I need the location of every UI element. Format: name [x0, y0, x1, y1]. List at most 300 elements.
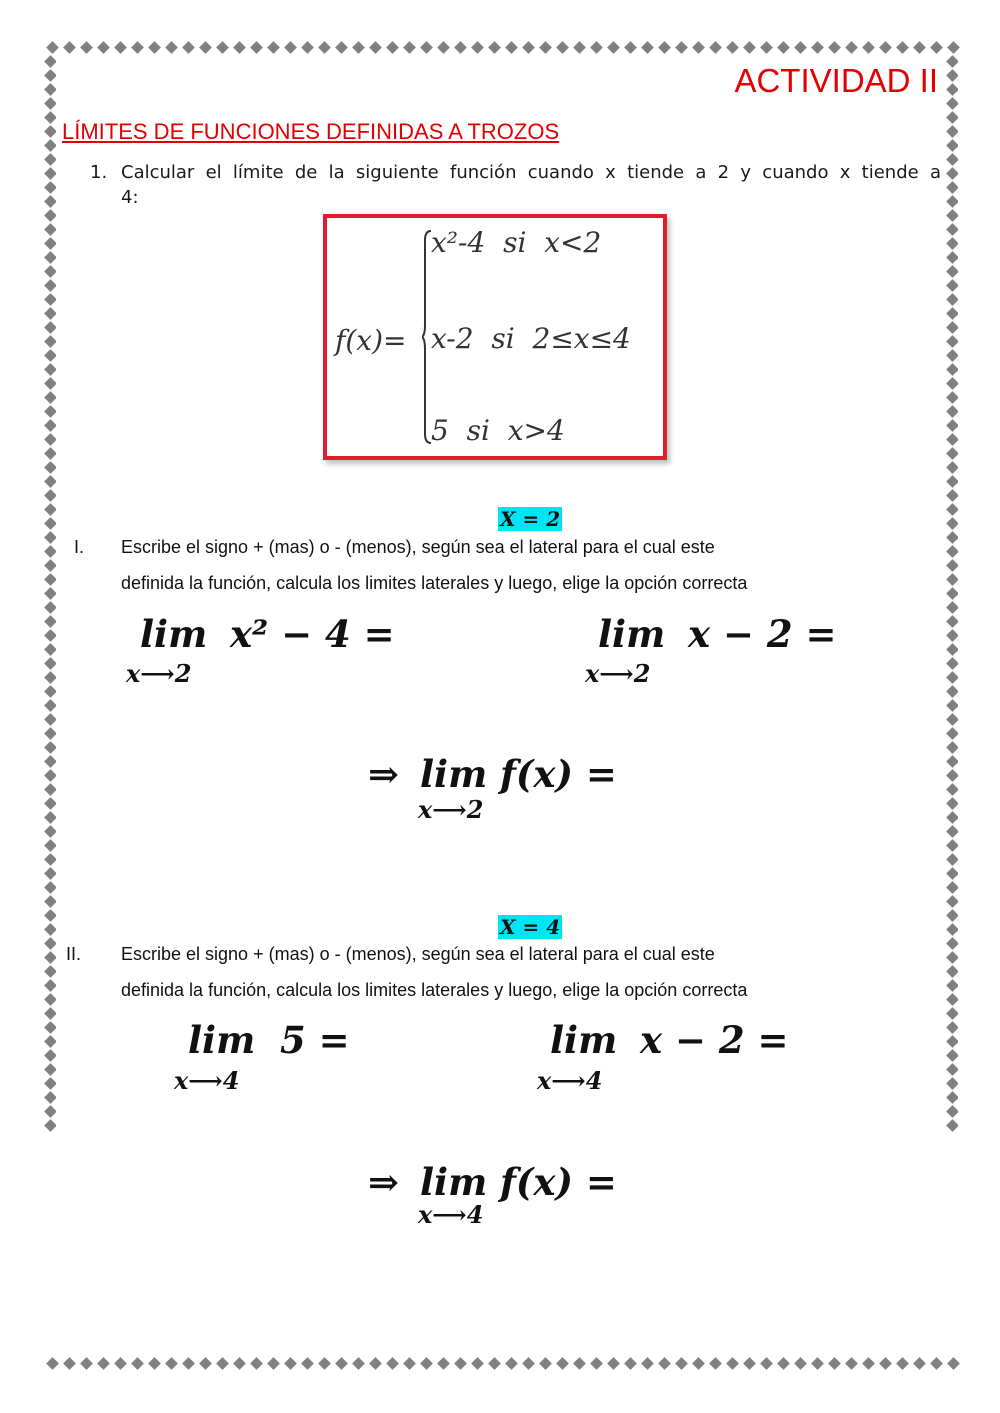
diamond-ornament-icon: [946, 475, 958, 488]
diamond-ornament-icon: [233, 1357, 246, 1370]
diamond-ornament-icon: [148, 41, 161, 54]
diamond-ornament-icon: [318, 1357, 331, 1370]
diamond-ornament-icon: [80, 1357, 93, 1370]
diamond-border-bottom: [44, 1356, 960, 1370]
diamond-ornament-icon: [250, 41, 263, 54]
diamond-ornament-icon: [44, 307, 56, 320]
diamond-ornament-icon: [675, 41, 688, 54]
diamond-ornament-icon: [505, 41, 518, 54]
diamond-ornament-icon: [946, 251, 958, 264]
diamond-ornament-icon: [267, 1357, 280, 1370]
diamond-ornament-icon: [946, 517, 958, 530]
diamond-ornament-icon: [46, 41, 59, 54]
diamond-ornament-icon: [267, 41, 280, 54]
diamond-ornament-icon: [811, 41, 824, 54]
diamond-ornament-icon: [44, 195, 56, 208]
diamond-ornament-icon: [828, 1357, 841, 1370]
diamond-ornament-icon: [946, 1035, 958, 1048]
diamond-ornament-icon: [44, 993, 56, 1006]
diamond-ornament-icon: [44, 825, 56, 838]
diamond-ornament-icon: [420, 41, 433, 54]
diamond-ornament-icon: [199, 1357, 212, 1370]
diamond-ornament-icon: [44, 1063, 56, 1076]
diamond-ornament-icon: [44, 237, 56, 250]
diamond-ornament-icon: [44, 853, 56, 866]
diamond-ornament-icon: [44, 209, 56, 222]
diamond-ornament-icon: [896, 1357, 909, 1370]
diamond-ornament-icon: [44, 797, 56, 810]
diamond-ornament-icon: [44, 587, 56, 600]
diamond-ornament-icon: [44, 475, 56, 488]
diamond-ornament-icon: [44, 1077, 56, 1090]
diamond-ornament-icon: [44, 447, 56, 460]
diamond-ornament-icon: [44, 769, 56, 782]
activity-title: ACTIVIDAD II: [734, 62, 938, 99]
part2-numeral: II.: [66, 944, 82, 964]
diamond-ornament-icon: [44, 601, 56, 614]
diamond-ornament-icon: [44, 503, 56, 516]
diamond-ornament-icon: [44, 167, 56, 180]
diamond-ornament-icon: [794, 41, 807, 54]
part2-limit-right-lim: lim: [550, 1018, 618, 1062]
diamond-ornament-icon: [624, 41, 637, 54]
diamond-ornament-icon: [946, 167, 958, 180]
diamond-ornament-icon: [165, 41, 178, 54]
diamond-ornament-icon: [488, 41, 501, 54]
diamond-ornament-icon: [44, 895, 56, 908]
diamond-ornament-icon: [44, 713, 56, 726]
part1-conclusion-sub: x⟶2: [418, 795, 484, 824]
part1-instruction-line1: Escribe el signo + (mas) o - (menos), según sea el lateral para el cual este: [121, 537, 715, 557]
diamond-ornament-icon: [44, 867, 56, 880]
diamond-ornament-icon: [946, 433, 958, 446]
diamond-ornament-icon: [301, 41, 314, 54]
diamond-ornament-icon: [946, 1091, 958, 1104]
problem-text-line2: 4:: [121, 187, 139, 208]
diamond-ornament-icon: [658, 1357, 671, 1370]
diamond-ornament-icon: [946, 363, 958, 376]
diamond-ornament-icon: [44, 909, 56, 922]
diamond-ornament-icon: [44, 1105, 56, 1118]
diamond-ornament-icon: [946, 951, 958, 964]
diamond-ornament-icon: [692, 1357, 705, 1370]
diamond-ornament-icon: [556, 1357, 569, 1370]
diamond-ornament-icon: [946, 601, 958, 614]
highlight-x-equals-4: X = 4: [500, 915, 561, 939]
diamond-ornament-icon: [709, 41, 722, 54]
diamond-ornament-icon: [879, 41, 892, 54]
diamond-ornament-icon: [946, 321, 958, 334]
diamond-ornament-icon: [946, 391, 958, 404]
diamond-ornament-icon: [946, 349, 958, 362]
diamond-ornament-icon: [946, 699, 958, 712]
diamond-ornament-icon: [946, 797, 958, 810]
diamond-ornament-icon: [946, 573, 958, 586]
diamond-ornament-icon: [44, 615, 56, 628]
diamond-ornament-icon: [946, 713, 958, 726]
diamond-ornament-icon: [44, 1035, 56, 1048]
diamond-ornament-icon: [946, 643, 958, 656]
function-piece-1: x²-4 si x<2: [431, 226, 602, 259]
diamond-ornament-icon: [44, 419, 56, 432]
diamond-ornament-icon: [44, 363, 56, 376]
diamond-ornament-icon: [44, 251, 56, 264]
diamond-ornament-icon: [946, 839, 958, 852]
diamond-ornament-icon: [946, 153, 958, 166]
diamond-ornament-icon: [946, 195, 958, 208]
diamond-ornament-icon: [44, 755, 56, 768]
diamond-ornament-icon: [811, 1357, 824, 1370]
diamond-ornament-icon: [131, 1357, 144, 1370]
diamond-ornament-icon: [930, 41, 943, 54]
diamond-ornament-icon: [946, 741, 958, 754]
diamond-ornament-icon: [946, 1077, 958, 1090]
diamond-ornament-icon: [44, 1007, 56, 1020]
diamond-ornament-icon: [862, 41, 875, 54]
diamond-ornament-icon: [573, 1357, 586, 1370]
diamond-ornament-icon: [946, 657, 958, 670]
part1-limit-left-expr: x² − 4 =: [230, 612, 395, 656]
diamond-ornament-icon: [44, 1119, 56, 1132]
diamond-ornament-icon: [44, 881, 56, 894]
diamond-ornament-icon: [44, 69, 56, 82]
diamond-ornament-icon: [946, 881, 958, 894]
diamond-ornament-icon: [44, 111, 56, 124]
highlight-x-equals-2: X = 2: [500, 507, 561, 531]
diamond-ornament-icon: [44, 643, 56, 656]
diamond-ornament-icon: [488, 1357, 501, 1370]
diamond-ornament-icon: [335, 41, 348, 54]
diamond-ornament-icon: [44, 321, 56, 334]
diamond-ornament-icon: [946, 629, 958, 642]
diamond-ornament-icon: [946, 461, 958, 474]
diamond-ornament-icon: [352, 41, 365, 54]
diamond-ornament-icon: [946, 853, 958, 866]
diamond-ornament-icon: [44, 461, 56, 474]
diamond-ornament-icon: [946, 1049, 958, 1062]
diamond-ornament-icon: [182, 41, 195, 54]
diamond-ornament-icon: [607, 41, 620, 54]
diamond-ornament-icon: [946, 559, 958, 572]
diamond-ornament-icon: [63, 41, 76, 54]
diamond-ornament-icon: [44, 1049, 56, 1062]
diamond-ornament-icon: [199, 41, 212, 54]
diamond-ornament-icon: [44, 377, 56, 390]
part2-conclusion-expr: f(x) =: [500, 1160, 617, 1204]
diamond-ornament-icon: [946, 83, 958, 96]
diamond-ornament-icon: [165, 1357, 178, 1370]
part1-implies-arrow: ⇒: [368, 752, 400, 796]
diamond-ornament-icon: [44, 657, 56, 670]
diamond-ornament-icon: [403, 1357, 416, 1370]
diamond-ornament-icon: [946, 685, 958, 698]
diamond-ornament-icon: [641, 41, 654, 54]
diamond-ornament-icon: [726, 1357, 739, 1370]
diamond-ornament-icon: [946, 993, 958, 1006]
diamond-ornament-icon: [726, 41, 739, 54]
diamond-ornament-icon: [946, 209, 958, 222]
diamond-border-right: [944, 54, 958, 1356]
diamond-ornament-icon: [522, 1357, 535, 1370]
diamond-ornament-icon: [556, 41, 569, 54]
diamond-ornament-icon: [233, 41, 246, 54]
part2-conclusion-sub: x⟶4: [418, 1200, 484, 1229]
diamond-ornament-icon: [946, 811, 958, 824]
part1-numeral: I.: [74, 537, 85, 557]
diamond-ornament-icon: [284, 1357, 297, 1370]
diamond-ornament-icon: [44, 391, 56, 404]
diamond-ornament-icon: [471, 41, 484, 54]
diamond-ornament-icon: [44, 937, 56, 950]
diamond-ornament-icon: [352, 1357, 365, 1370]
section-title: LÍMITES DE FUNCIONES DEFINIDAS A TROZOS: [62, 119, 560, 144]
diamond-ornament-icon: [946, 139, 958, 152]
diamond-ornament-icon: [862, 1357, 875, 1370]
diamond-ornament-icon: [946, 293, 958, 306]
diamond-ornament-icon: [946, 181, 958, 194]
diamond-ornament-icon: [946, 1021, 958, 1034]
part2-instruction-line1: Escribe el signo + (mas) o - (menos), según sea el lateral para el cual este: [121, 944, 715, 964]
diamond-ornament-icon: [573, 41, 586, 54]
diamond-ornament-icon: [777, 1357, 790, 1370]
diamond-ornament-icon: [946, 1007, 958, 1020]
diamond-ornament-icon: [641, 1357, 654, 1370]
diamond-ornament-icon: [946, 825, 958, 838]
diamond-ornament-icon: [539, 41, 552, 54]
diamond-ornament-icon: [946, 937, 958, 950]
diamond-ornament-icon: [114, 1357, 127, 1370]
diamond-ornament-icon: [946, 1119, 958, 1132]
diamond-ornament-icon: [539, 1357, 552, 1370]
diamond-ornament-icon: [44, 727, 56, 740]
diamond-ornament-icon: [946, 419, 958, 432]
diamond-ornament-icon: [44, 139, 56, 152]
part1-instruction-line2: definida la función, calcula los limites laterales y luego, elige la opción correcta: [121, 573, 748, 593]
diamond-ornament-icon: [44, 839, 56, 852]
part1-limit-right-sub: x⟶2: [585, 659, 651, 688]
diamond-ornament-icon: [946, 279, 958, 292]
diamond-ornament-icon: [946, 69, 958, 82]
diamond-ornament-icon: [114, 41, 127, 54]
diamond-ornament-icon: [63, 1357, 76, 1370]
diamond-ornament-icon: [607, 1357, 620, 1370]
part2-instruction-line2: definida la función, calcula los limites laterales y luego, elige la opción correcta: [121, 980, 748, 1000]
diamond-ornament-icon: [44, 559, 56, 572]
part1-conclusion-expr: f(x) =: [500, 752, 617, 796]
diamond-ornament-icon: [946, 237, 958, 250]
diamond-ornament-icon: [44, 83, 56, 96]
diamond-ornament-icon: [80, 41, 93, 54]
diamond-ornament-icon: [896, 41, 909, 54]
diamond-ornament-icon: [946, 377, 958, 390]
diamond-ornament-icon: [44, 405, 56, 418]
diamond-ornament-icon: [522, 41, 535, 54]
diamond-ornament-icon: [44, 573, 56, 586]
diamond-ornament-icon: [44, 783, 56, 796]
diamond-ornament-icon: [505, 1357, 518, 1370]
diamond-ornament-icon: [44, 531, 56, 544]
diamond-ornament-icon: [44, 741, 56, 754]
diamond-ornament-icon: [44, 629, 56, 642]
diamond-ornament-icon: [946, 923, 958, 936]
diamond-ornament-icon: [44, 97, 56, 110]
diamond-ornament-icon: [913, 41, 926, 54]
diamond-ornament-icon: [692, 41, 705, 54]
diamond-ornament-icon: [403, 41, 416, 54]
part1-limit-right-lim: lim: [598, 612, 666, 656]
diamond-ornament-icon: [420, 1357, 433, 1370]
diamond-ornament-icon: [946, 727, 958, 740]
diamond-border-left: [42, 54, 56, 1356]
diamond-ornament-icon: [97, 41, 110, 54]
diamond-ornament-icon: [743, 1357, 756, 1370]
diamond-ornament-icon: [946, 125, 958, 138]
diamond-ornament-icon: [131, 41, 144, 54]
part2-limit-left-sub: x⟶4: [174, 1066, 240, 1095]
diamond-ornament-icon: [946, 223, 958, 236]
diamond-ornament-icon: [369, 1357, 382, 1370]
part1-limit-left-lim: lim: [140, 612, 208, 656]
diamond-ornament-icon: [946, 615, 958, 628]
diamond-ornament-icon: [828, 41, 841, 54]
diamond-ornament-icon: [760, 1357, 773, 1370]
diamond-ornament-icon: [335, 1357, 348, 1370]
part2-conclusion-lim: lim: [420, 1160, 488, 1204]
diamond-ornament-icon: [777, 41, 790, 54]
diamond-ornament-icon: [946, 1063, 958, 1076]
diamond-ornament-icon: [44, 55, 56, 68]
diamond-ornament-icon: [44, 433, 56, 446]
diamond-ornament-icon: [930, 1357, 943, 1370]
diamond-ornament-icon: [386, 1357, 399, 1370]
diamond-ornament-icon: [946, 1105, 958, 1118]
part2-limit-right-expr: x − 2 =: [640, 1018, 789, 1062]
diamond-ornament-icon: [946, 265, 958, 278]
diamond-ornament-icon: [946, 587, 958, 600]
problem-number: 1.: [90, 162, 108, 183]
function-piece-3: 5 si x>4: [431, 414, 565, 447]
diamond-ornament-icon: [946, 97, 958, 110]
diamond-ornament-icon: [946, 307, 958, 320]
diamond-ornament-icon: [946, 55, 958, 68]
diamond-ornament-icon: [46, 1357, 59, 1370]
part2-limit-right-sub: x⟶4: [537, 1066, 603, 1095]
part1-limit-right-expr: x − 2 =: [688, 612, 837, 656]
diamond-ornament-icon: [845, 41, 858, 54]
diamond-ornament-icon: [44, 265, 56, 278]
diamond-border-top: [44, 40, 960, 54]
diamond-ornament-icon: [658, 41, 671, 54]
diamond-ornament-icon: [386, 41, 399, 54]
diamond-ornament-icon: [845, 1357, 858, 1370]
diamond-ornament-icon: [454, 41, 467, 54]
diamond-ornament-icon: [946, 867, 958, 880]
piecewise-function-box: [323, 214, 667, 460]
diamond-ornament-icon: [946, 503, 958, 516]
diamond-ornament-icon: [947, 1357, 960, 1370]
diamond-ornament-icon: [590, 41, 603, 54]
diamond-ornament-icon: [182, 1357, 195, 1370]
diamond-ornament-icon: [946, 909, 958, 922]
diamond-ornament-icon: [437, 1357, 450, 1370]
diamond-ornament-icon: [946, 531, 958, 544]
diamond-ornament-icon: [369, 41, 382, 54]
diamond-ornament-icon: [44, 685, 56, 698]
diamond-ornament-icon: [44, 349, 56, 362]
diamond-ornament-icon: [947, 41, 960, 54]
diamond-ornament-icon: [97, 1357, 110, 1370]
diamond-ornament-icon: [794, 1357, 807, 1370]
diamond-ornament-icon: [44, 293, 56, 306]
diamond-ornament-icon: [44, 279, 56, 292]
diamond-ornament-icon: [879, 1357, 892, 1370]
diamond-ornament-icon: [946, 405, 958, 418]
function-piece-2: x-2 si 2≤x≤4: [431, 322, 631, 355]
part2-implies-arrow: ⇒: [368, 1160, 400, 1204]
part2-limit-left-lim: lim: [188, 1018, 256, 1062]
diamond-ornament-icon: [946, 965, 958, 978]
diamond-ornament-icon: [44, 181, 56, 194]
diamond-ornament-icon: [44, 923, 56, 936]
diamond-ornament-icon: [44, 951, 56, 964]
diamond-ornament-icon: [44, 545, 56, 558]
diamond-ornament-icon: [44, 153, 56, 166]
diamond-ornament-icon: [946, 979, 958, 992]
diamond-ornament-icon: [946, 111, 958, 124]
diamond-ornament-icon: [44, 517, 56, 530]
diamond-ornament-icon: [216, 1357, 229, 1370]
diamond-ornament-icon: [44, 699, 56, 712]
diamond-ornament-icon: [44, 335, 56, 348]
function-lhs: f(x)=: [335, 324, 407, 357]
diamond-ornament-icon: [44, 1091, 56, 1104]
diamond-ornament-icon: [471, 1357, 484, 1370]
diamond-ornament-icon: [437, 41, 450, 54]
part1-limit-left-sub: x⟶2: [126, 659, 192, 688]
diamond-ornament-icon: [946, 895, 958, 908]
diamond-ornament-icon: [148, 1357, 161, 1370]
diamond-ornament-icon: [946, 545, 958, 558]
problem-text-line1: Calcular el límite de la siguiente función cuando x tiende a 2 y cuando x tiende a: [121, 162, 941, 183]
diamond-ornament-icon: [709, 1357, 722, 1370]
diamond-ornament-icon: [454, 1357, 467, 1370]
diamond-ornament-icon: [44, 671, 56, 684]
diamond-ornament-icon: [946, 671, 958, 684]
diamond-ornament-icon: [301, 1357, 314, 1370]
part1-conclusion-lim: lim: [420, 752, 488, 796]
diamond-ornament-icon: [946, 447, 958, 460]
diamond-ornament-icon: [216, 41, 229, 54]
diamond-ornament-icon: [946, 489, 958, 502]
diamond-ornament-icon: [913, 1357, 926, 1370]
diamond-ornament-icon: [760, 41, 773, 54]
diamond-ornament-icon: [946, 783, 958, 796]
diamond-ornament-icon: [44, 489, 56, 502]
diamond-ornament-icon: [743, 41, 756, 54]
diamond-ornament-icon: [590, 1357, 603, 1370]
part2-limit-left-expr: 5 =: [280, 1018, 350, 1062]
diamond-ornament-icon: [946, 769, 958, 782]
diamond-ornament-icon: [44, 979, 56, 992]
diamond-ornament-icon: [946, 755, 958, 768]
diamond-ornament-icon: [44, 125, 56, 138]
diamond-ornament-icon: [318, 41, 331, 54]
diamond-ornament-icon: [250, 1357, 263, 1370]
diamond-ornament-icon: [675, 1357, 688, 1370]
diamond-ornament-icon: [946, 335, 958, 348]
diamond-ornament-icon: [284, 41, 297, 54]
diamond-ornament-icon: [44, 1021, 56, 1034]
